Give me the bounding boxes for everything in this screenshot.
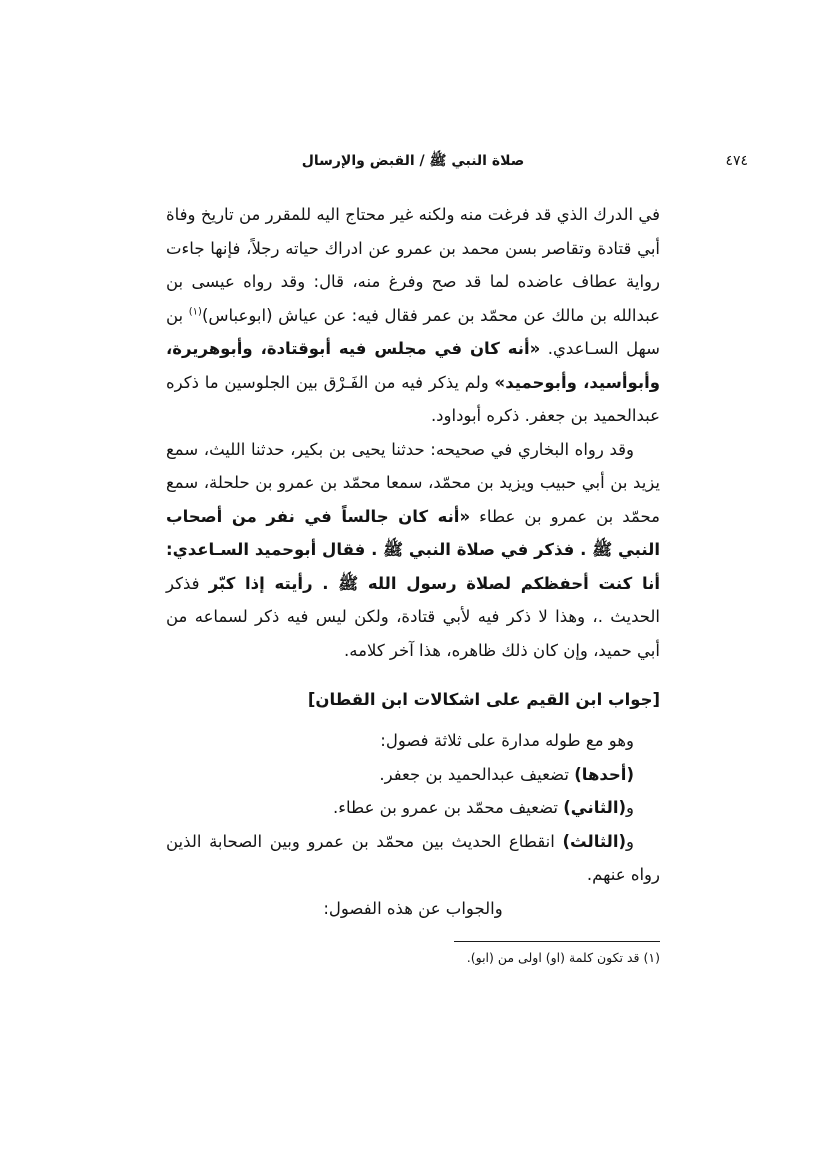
list-item-1-label: (أحدها) bbox=[574, 764, 634, 784]
list-item-2-text: تضعيف محمّد بن عمرو بن عطاء. bbox=[333, 798, 564, 817]
paragraph-1 bbox=[166, 198, 660, 433]
footnote-1-text: (١) قد تكون كلمة (او) اولى من (ابو). bbox=[466, 950, 660, 965]
running-title: صلاة النبي ﷺ / القبض والإرسال bbox=[301, 153, 525, 169]
paragraph-1-quote: «أنه كان في مجلس فيه أبوقتادة، وأبوهريرة، وأبوأسيد، وأبوحميد» bbox=[166, 339, 661, 392]
paragraph-1-part-1: في الدرك الذي قد فرغت منه ولكنه غير محتاج اليه للمقرر من تاريخ وفاة أبي قتادة وتقاصر بسن محمد بن عمرو عن ادراك حياته رجلاً، فإنها جاءت رواية عطاف عاضده لما قد صح وفرغ منه، قال: وقد رواه عيسى بن عبدالله بن مالك عن محمّد بن عمر فقال فيه: عن عياش (ابوعباس) bbox=[166, 205, 660, 325]
paragraph-2 bbox=[166, 433, 660, 668]
list-item-3-label: (الثالث) bbox=[562, 831, 627, 851]
paragraph-2-quote: «أنه كان جالساً في نفر من أصحاب النبي ﷺ . فذكر في صلاة النبي ﷺ . فقال أبوحميد السـاعدي: أنا كنت أحفظكم لصلاة رسول الله ﷺ . رأيته إذا كبّر bbox=[166, 506, 660, 593]
list-item-1 bbox=[166, 758, 660, 792]
footnote-area bbox=[166, 941, 660, 969]
list-item-2-label: (الثاني) bbox=[563, 798, 627, 817]
paragraph-2-part-1: وقد رواه البخاري في صحيحه: حدثنا يحيى بن بكير، حدثنا الليث، سمع يزيد بن أبي حبيب ويزيد بن محمّد، سمعا محمّد بن عمرو بن حلحلة، سمع محمّد بن عمرو بن عطاء bbox=[166, 439, 660, 526]
paragraph-1-part-2: بن سهل السـاعدي. bbox=[166, 305, 660, 358]
list-item-2-prefix: و bbox=[626, 798, 634, 817]
list-item-1-text: تضعيف عبدالحميد بن جعفر. bbox=[379, 764, 575, 784]
list-item-3-prefix: و bbox=[626, 831, 634, 851]
page-header bbox=[166, 152, 748, 176]
footnote-1-marker: (١) bbox=[188, 306, 202, 317]
list-item-3 bbox=[166, 825, 660, 892]
paragraph-1-part-3: ولم يذكر فيه من الفَـرْق بين الجلوسين ما ذكره عبدالحميد بن جعفر. ذكره أبوداود. bbox=[166, 372, 660, 425]
list-item-2 bbox=[166, 791, 660, 825]
page-number: ٤٧٤ bbox=[725, 153, 748, 169]
list-item-3-text: انقطاع الحديث بين محمّد بن عمرو وبين الصحابة الذين رواه عنهم. bbox=[166, 831, 660, 884]
section-heading: [جواب ابن القيم على اشكالات ابن القطان] bbox=[307, 690, 660, 709]
section-closing: والجواب عن هذه الفصول: bbox=[323, 898, 503, 918]
paragraph-2-part-2: فذكر الحديث .، وهذا لا ذكر فيه لأبي قتادة، ولكن ليس فيه ذكر لسماعه من أبي حميد، وإن كان ذلك ظاهره، هذا آخر كلامه. bbox=[166, 573, 660, 660]
section-intro: وهو مع طوله مدارة على ثلاثة فصول: bbox=[380, 731, 634, 750]
page-content bbox=[166, 152, 748, 969]
